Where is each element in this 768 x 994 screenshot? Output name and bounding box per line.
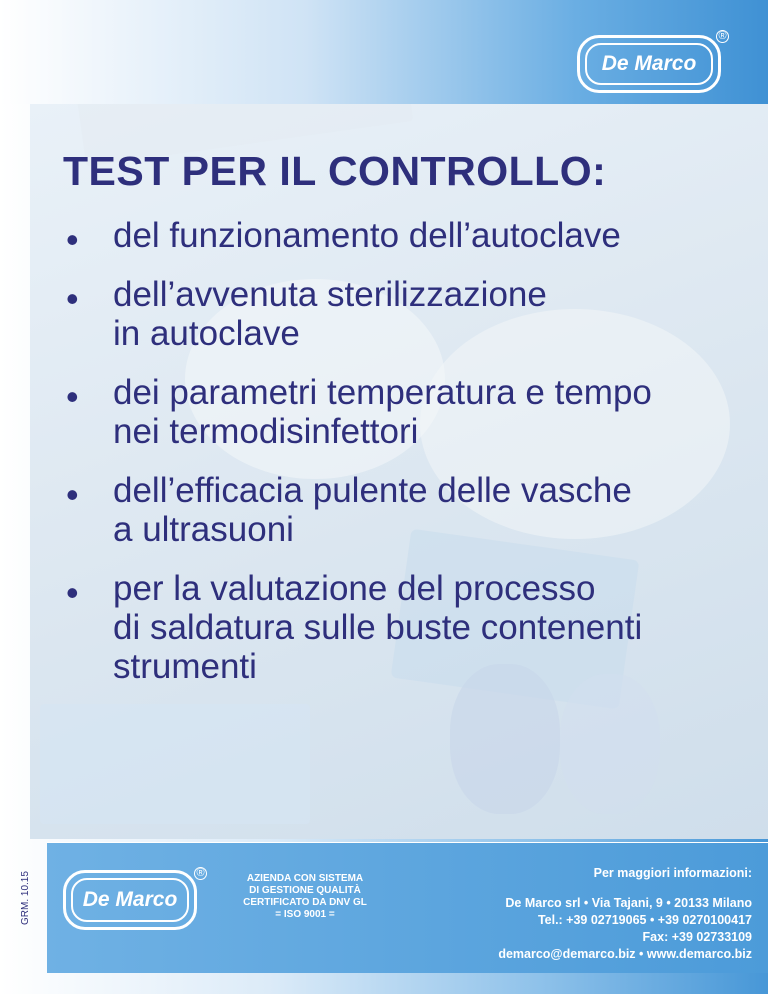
list-item-text: dei parametri temperatura e tempo nei termodisinfettori (113, 373, 652, 451)
info-heading: Per maggiori informazioni: (593, 866, 752, 880)
list-item (60, 216, 720, 260)
bullet-dot: • (66, 376, 79, 417)
list-item (60, 471, 720, 549)
footer-logo-text: De Marco (82, 888, 178, 911)
list-item (60, 569, 720, 686)
list-item-text: dell’avvenuta sterilizzazione in autoclave (113, 275, 547, 353)
header-registered-mark: ® (716, 30, 729, 43)
fax-line: Fax: +39 02733109 (642, 930, 752, 944)
header-logo (577, 35, 721, 93)
certification-text (234, 873, 376, 921)
list-item-text: del funzionamento dell’autoclave (113, 216, 621, 255)
list-item-text: per la valutazione del processo di saldatura sulle buste contenenti strumenti (113, 569, 643, 686)
footer-registered-mark: ® (194, 867, 207, 880)
bullet-dot: • (66, 474, 79, 515)
contact-info (498, 865, 752, 963)
document-code: GRM. 10.15 (20, 871, 31, 925)
list-item-text: dell’efficacia pulente delle vasche a ultrasuoni (113, 471, 632, 549)
footer-logo (63, 870, 197, 930)
phone-line: Tel.: +39 02719065 • +39 0270100417 (537, 913, 752, 927)
bullet-dot: • (66, 278, 79, 319)
test-list (60, 216, 720, 706)
bullet-dot: • (66, 572, 79, 613)
footer-panel (47, 842, 768, 973)
page-title: TEST PER IL CONTROLLO: (63, 148, 607, 194)
cert-line: DI GESTIONE QUALITÀ (249, 885, 361, 896)
header-logo-text: De Marco (601, 52, 697, 75)
cert-line: AZIENDA CON SISTEMA (246, 873, 364, 884)
cert-line: = ISO 9001 = (275, 909, 335, 920)
list-item (60, 275, 720, 353)
list-item (60, 373, 720, 451)
address-line: De Marco srl • Via Tajani, 9 • 20133 Milano (505, 896, 752, 910)
bullet-dot: • (66, 219, 79, 260)
contacts-line[interactable]: demarco@demarco.biz • www.demarco.biz (498, 947, 752, 961)
cert-line: CERTIFICATO DA DNV GL (243, 897, 367, 908)
indicator-strip-card (40, 704, 310, 824)
